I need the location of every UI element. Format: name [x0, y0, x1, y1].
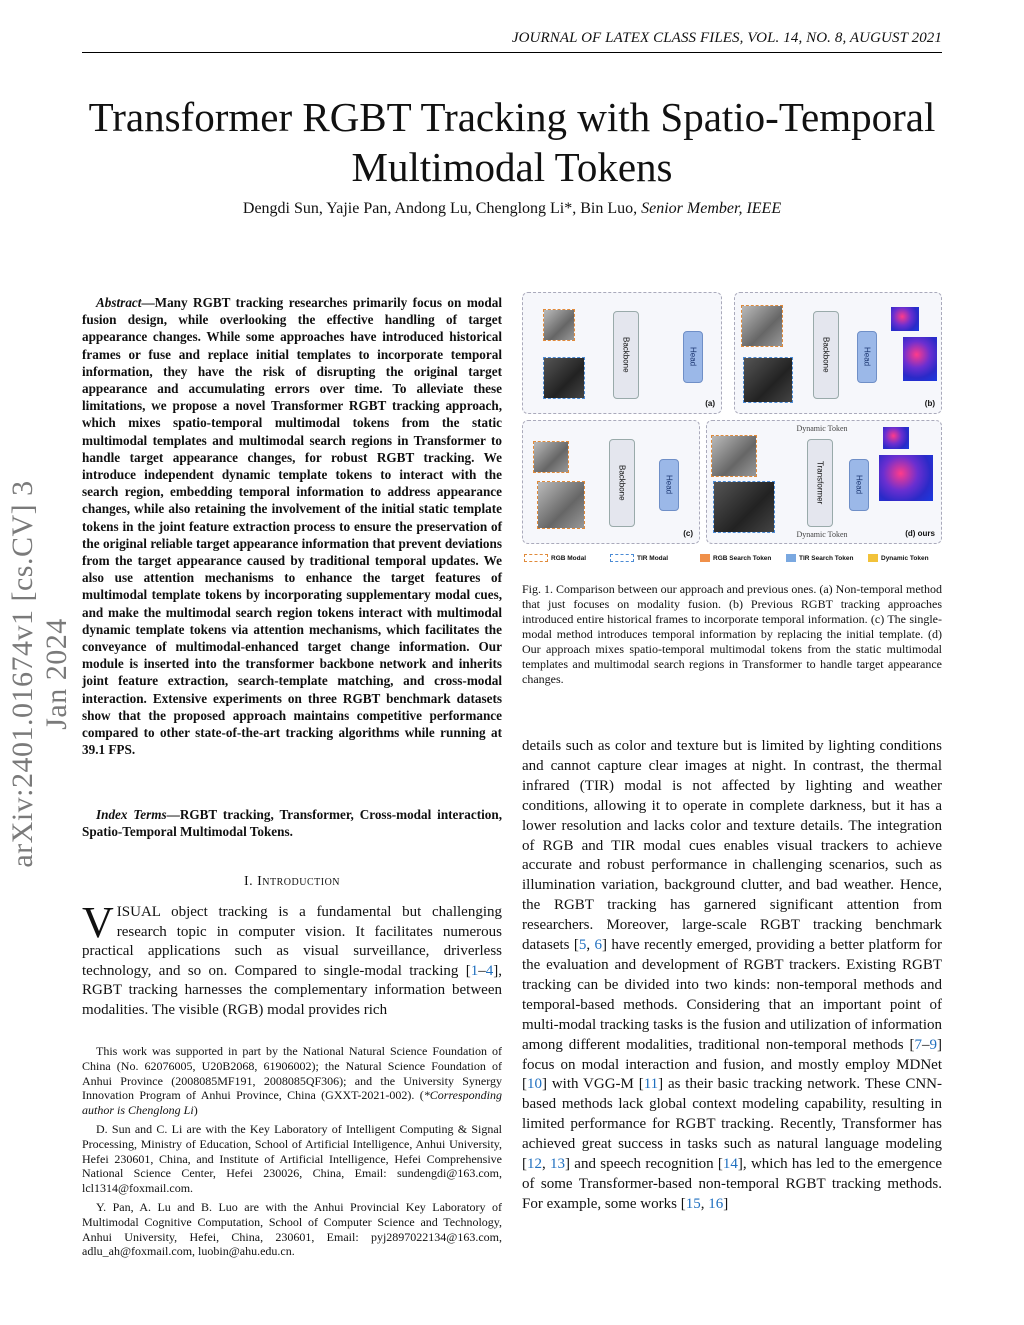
result-thumb	[879, 455, 933, 501]
citation-link[interactable]: 5	[578, 937, 587, 954]
footnote-funding	[82, 1044, 502, 1118]
citation-link[interactable]: 6	[594, 937, 602, 954]
legend-tir-modal-swatch	[610, 554, 634, 562]
legend-rgb-search	[700, 554, 771, 562]
panel-d	[706, 420, 942, 544]
dynamic-token-label-bottom: Dynamic Token	[796, 529, 848, 539]
header-rule	[82, 52, 942, 53]
body-text: ] focus on modal interaction and fusion, and mostly employ MDNet [	[522, 1036, 942, 1093]
body-comma: ,	[700, 1195, 709, 1212]
rgb-template-thumb	[533, 441, 569, 473]
citation-link[interactable]: 9	[929, 1036, 937, 1053]
arxiv-watermark: arXiv:2401.01674v1 [cs.CV] 3 Jan 2024	[6, 480, 73, 868]
index-terms-text: —RGBT tracking, Transformer, Cross-modal interaction, Spatio-Temporal Multimodal Tokens.	[82, 807, 502, 840]
legend-rgb-modal-text: RGB Modal	[551, 554, 587, 562]
legend-tir-search	[786, 554, 853, 562]
legend-rgb-search-text: RGB Search Token	[713, 554, 772, 562]
footnote-funding-text: This work was supported in part by the National Natural Science Foundation of China (No. 62076005, U20B2068, 61906002); the Natural Science Foundation of Anhui Province (2008085MF191, 2008085QF306); and the University Synergy Innovation Program of Anhui Province, China (GXXT-2021-002). (	[82, 1044, 502, 1103]
section-title: Introduction	[257, 874, 341, 889]
citation-link[interactable]: 1	[470, 962, 479, 979]
transformer-block: Transformer	[807, 439, 833, 527]
footnote-funding-close: )	[193, 1103, 198, 1118]
figure-1	[522, 292, 942, 572]
abstract	[82, 294, 502, 758]
running-header: JOURNAL OF LATEX CLASS FILES, VOL. 14, NO. 8, AUGUST 2021	[511, 30, 942, 46]
footnote-affiliation-2: Y. Pan, A. Lu and B. Luo are with the Anhui Provincial Key Laboratory of Multimodal Cognitive Computation, School of Computer Science and Technology, Anhui University, Hefei, China, 230601, Email: pyj2897022134@163.com, adlu_ah@foxmail.com, luobin@ahu.edu.cn.	[82, 1199, 502, 1259]
rgb-template-thumb	[711, 435, 757, 477]
citation-link[interactable]: 14	[722, 1156, 738, 1173]
heatmap-thumb	[883, 427, 909, 449]
footnote-affiliation-1: D. Sun and C. Li are with the Key Laboratory of Intelligent Computing & Signal Processing, Ministry of Education, School of Artificial Intelligence, Anhui University, Hefei 230601, China, and Institute of Artificial Intelligence, Hefei Comprehensive National Science Center, Hefei 230026, China, Email: sundengdi@163.com, lcl1314@foxmail.com.	[82, 1121, 502, 1196]
result-thumb	[903, 337, 937, 381]
body-text: ] and speech recognition [	[565, 1156, 723, 1173]
panel-b	[734, 292, 942, 414]
dynamic-token-label-top: Dynamic Token	[796, 423, 848, 433]
section-number: I.	[243, 874, 254, 889]
rgb-history-thumb	[741, 305, 783, 347]
citation-link[interactable]: 7	[914, 1036, 922, 1053]
citation-link[interactable]: 16	[708, 1195, 724, 1212]
legend-tir-modal	[610, 554, 668, 562]
legend-tir-modal-text: TIR Modal	[637, 554, 669, 562]
intro-text-1: ISUAL object tracking is a fundamental but challenging research topic in computer vision. It facilitates numerous practical applications such as visual surveillance, driverless technology, and so on. Compared to single-modal tracking [	[82, 904, 502, 979]
body-text: ] as their basic tracking network. These CNN-based methods lack global context modeling capability, resulting in limited performance for RGBT tracking. Recently, Transformer has achieved great success in tasks such as natural language modeling [	[522, 1076, 942, 1173]
body-text: ]	[723, 1195, 729, 1212]
footnote-corresponding: *Corresponding author is Chenglong Li	[82, 1088, 502, 1118]
body-dash: –	[922, 1036, 930, 1053]
panel-d-label: (d) ours	[905, 529, 935, 538]
intro-dash: –	[478, 962, 486, 979]
tir-history-thumb	[743, 357, 793, 403]
body-comma: ,	[542, 1156, 551, 1173]
tir-search-thumb	[713, 481, 775, 533]
section-heading	[82, 874, 502, 890]
citation-link[interactable]: 12	[527, 1156, 542, 1173]
drop-cap: V	[82, 898, 114, 947]
intro-text-2: ], RGBT tracking harnesses the complementary information between modalities. The visible (RGB) modal provides rich	[82, 962, 502, 1018]
author-membership: Senior Member, IEEE	[641, 200, 782, 217]
intro-continued	[522, 737, 942, 1215]
panel-a	[522, 292, 722, 414]
citation-link[interactable]: 4	[485, 962, 494, 979]
abstract-label: Abstract	[96, 295, 142, 310]
body-text: ] have recently emerged, providing a better platform for the evaluation and development of RGBT trackers. Existing RGBT tracking can be divided into two kinds: non-temporal methods and temporal-based methods. Considering that an important point of multi-modal tracking tasks is the fusion and utilization of information among different modalities, traditional non-temporal methods [	[522, 937, 942, 1053]
rgb-search-thumb	[537, 481, 585, 529]
body-text: ] with VGG-M [	[542, 1076, 644, 1093]
tir-search-thumb	[543, 357, 585, 399]
figure-legend	[522, 554, 942, 566]
legend-dynamic-swatch	[868, 554, 878, 562]
paper-title	[60, 92, 964, 192]
head-block: Head	[659, 459, 679, 511]
heatmap-thumb	[891, 307, 919, 331]
figure-caption: Fig. 1. Comparison between our approach and previous ones. (a) Non-temporal method that just focuses on modality fusion. (b) Previous RGBT tracking approaches introduced entire historical frames to incorporate temporal information. (c) The single-modal method introduces temporal information by replacing the initial template. (d) Our approach mixes spatio-temporal multimodal tokens from the static multimodal templates and multimodal search regions in Transformer to handle target appearance changes.	[522, 582, 942, 686]
author-list	[60, 200, 964, 218]
abstract-text: —Many RGBT tracking researches primarily focus on modal fusion design, while overlooking the effective handling of target appearance changes. While some approaches have introduced historical frames or fuse and replace initial templates to incorporate temporal information, they have the risk of disrupting the original target appearance and accumulating errors over time. To alleviate these limitations, we propose a novel Transformer RGBT tracking approach, which mixes spatio-temporal multimodal tokens from the static multimodal templates and multimodal search regions in Transformer to handle target appearance changes, for robust RGBT tracking. We introduce independent dynamic template tokens to interact with the search region, embedding temporal information to address appearance changes, while also retaining the involvement of the initial static template tokens in the joint feature extraction process to ensure the preservation of the original reliable target appearance information that prevent deviations from the target appearance caused by traditional temporal updates. We also use attention mechanisms to enhance the target features of multimodal template tokens by incorporating supplementary modal cues, and make the multimodal search region tokens interact with multimodal dynamic template tokens via attention mechanisms, which facilitates the conveyance of multimodal-enhanced target change information. Our module is inserted into the transformer backbone network and inherits joint feature extraction, search-template matching, and cross-modal interaction. Extensive experiments on three RGBT benchmark datasets show that the proposed approach maintains competitive performance compared to other state-of-the-art tracking algorithms while running at 39.1 FPS.	[82, 295, 502, 758]
backbone-block: Backbone	[609, 439, 635, 527]
rgb-template-thumb	[543, 309, 575, 341]
body-text: details such as color and texture but is limited by lighting conditions and cannot capture clear images at night. In contrast, the thermal infrared (TIR) modal is not affected by lighting and weather conditions, allowing it to operate in complete darkness, but it has a lower resolution and lacks color and texture details. The integration of RGB and TIR modal cues enables visual trackers to achieve accurate and robust performance in challenging scenarios, such as illumination variation, background clutter, and bad weather. Hence, the RGBT tracking has garnered significant attention from researchers. Moreover, large-scale RGBT tracking benchmark datasets [	[522, 738, 942, 954]
body-text: ], which has led to the emergence of some Transformer-based non-temporal RGBT tracking methods. For example, some works [	[522, 1156, 942, 1212]
legend-rgb-search-swatch	[700, 554, 710, 562]
citation-link[interactable]: 13	[550, 1156, 566, 1173]
head-block: Head	[857, 331, 877, 383]
citation-link[interactable]: 11	[643, 1076, 659, 1093]
legend-dynamic-text: Dynamic Token	[881, 554, 929, 562]
panel-c-label: (c)	[683, 529, 693, 538]
title-line-1: Transformer RGBT Tracking with Spatio-Temporal	[88, 94, 936, 140]
legend-rgb-modal	[524, 554, 586, 562]
backbone-block: Backbone	[813, 311, 839, 399]
footnotes	[82, 1044, 502, 1259]
head-block: Head	[849, 459, 869, 511]
author-names: Dengdi Sun, Yajie Pan, Andong Lu, Chenglong Li*, Bin Luo,	[242, 200, 642, 217]
legend-rgb-modal-swatch	[524, 554, 548, 562]
legend-dynamic	[868, 554, 929, 562]
legend-tir-search-swatch	[786, 554, 796, 562]
panel-a-label: (a)	[705, 399, 715, 408]
intro-paragraph	[82, 898, 502, 1020]
backbone-block: Backbone	[613, 311, 639, 399]
citation-link[interactable]: 15	[685, 1195, 701, 1212]
index-terms	[82, 806, 502, 840]
citation-link[interactable]: 10	[527, 1076, 542, 1093]
index-terms-label: Index Terms	[96, 807, 167, 822]
body-comma: ,	[586, 937, 595, 954]
legend-tir-search-text: TIR Search Token	[799, 554, 854, 562]
panel-c	[522, 420, 700, 544]
title-line-2: Multimodal Tokens	[351, 144, 673, 190]
panel-b-label: (b)	[924, 399, 935, 408]
head-block: Head	[683, 331, 703, 383]
